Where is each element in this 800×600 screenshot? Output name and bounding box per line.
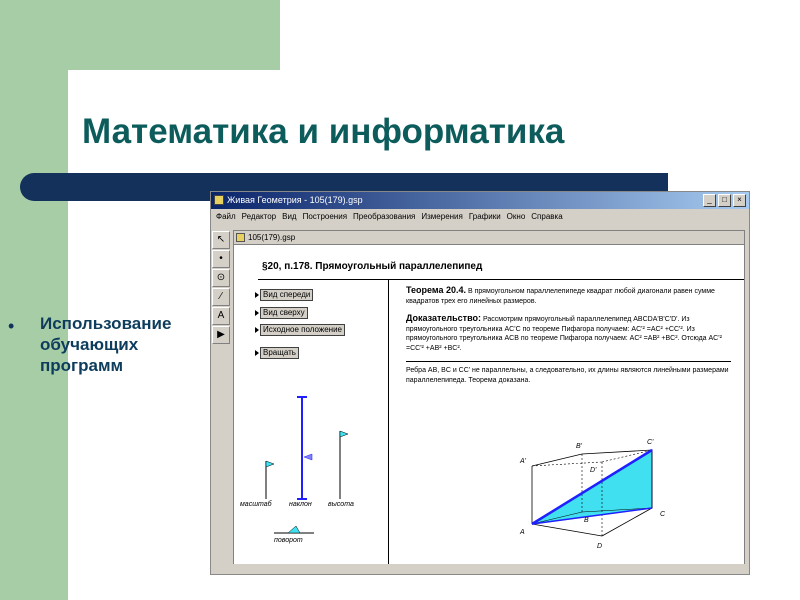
select-arrow-icon[interactable]: ↖ (212, 231, 230, 249)
point-label-d: D (597, 543, 603, 550)
rotate-slider-label: поворот (274, 537, 303, 544)
document-heading: §20, п.178. Прямоугольный параллелепипед (262, 261, 483, 272)
theorem-title: Теорема 20.4. (406, 285, 466, 295)
tilt-label: наклон (289, 501, 312, 508)
point-label-a1: A' (520, 458, 527, 465)
point-label-d1: D' (590, 467, 597, 474)
app-titlebar[interactable] (211, 192, 749, 209)
parallelepiped-figure (504, 416, 694, 566)
height-label: высота (328, 501, 354, 508)
menu-view[interactable]: Вид (282, 212, 297, 221)
menu-transform[interactable]: Преобразования (353, 212, 416, 221)
menu-measure[interactable]: Измерения (421, 212, 463, 221)
green-decor-left (0, 0, 68, 600)
menu-edit[interactable]: Редактор (241, 212, 277, 221)
close-button[interactable]: × (733, 194, 746, 207)
document-window (233, 230, 745, 570)
proof-title: Доказательство: (406, 313, 481, 323)
point-label-b1: B' (576, 443, 583, 450)
tilt-slider-handle[interactable] (304, 454, 312, 460)
menu-construct[interactable]: Построения (302, 212, 348, 221)
height-slider-flag[interactable] (340, 431, 348, 437)
horizontal-scrollbar[interactable] (211, 564, 749, 574)
theorem-block (406, 286, 736, 385)
scale-slider-flag[interactable] (266, 461, 274, 467)
reset-position-label: Исходное положение (263, 325, 342, 334)
toolbox (212, 231, 230, 345)
compass-tool-icon[interactable]: ⊙ (212, 269, 230, 287)
menu-file[interactable]: Файл (216, 212, 236, 221)
front-view-label: Вид спереди (263, 290, 311, 299)
bullet-dot-icon: • (8, 316, 15, 336)
app-window (210, 191, 750, 575)
scale-label: масштаб (240, 501, 272, 508)
menu-window[interactable]: Окно (506, 212, 526, 221)
bullet-text: Использование обучающих программ (40, 314, 172, 375)
app-title: Живая Геометрия - 105(179).gsp (227, 195, 363, 205)
minimize-button[interactable]: _ (703, 194, 716, 207)
proof-text: Рассмотрим прямоугольный параллелепипед ABCDA'B'C'D'. Из прямоугольного треугольника AC'C по теореме Пифагора получаем: AC'² =AC² +CC'². Из прямоугольного треугольника ACB по теореме Пифагора получаем: AC² =AB² +BC². Отсюда AC'² =CC'² +AB² +BC². (406, 316, 722, 352)
line-tool-icon[interactable]: ∕ (212, 288, 230, 306)
menubar (211, 210, 750, 224)
point-label-c1: C' (647, 439, 654, 446)
maximize-button[interactable]: □ (718, 194, 731, 207)
point-label-a: A (520, 529, 525, 536)
rotate-label: Вращать (263, 348, 296, 357)
slider-controls (234, 231, 394, 571)
conclusion-text: Ребра AB, BC и CC' не параллельны, а следовательно, их длины являются линейными размерами параллелепипеда. Теорема доказана. (406, 367, 729, 384)
app-icon (214, 195, 224, 205)
point-label-c: C (660, 511, 666, 518)
point-tool-icon[interactable]: • (212, 250, 230, 268)
top-view-label: Вид сверху (263, 308, 305, 317)
theorem-text: В прямоугольном параллелепипеде квадрат любой диагонали равен сумме квадратов трех его линейных размеров. (406, 288, 715, 305)
menu-graph[interactable]: Графики (468, 212, 501, 221)
slide-title: Математика и информатика (82, 112, 565, 151)
menu-help[interactable]: Справка (531, 212, 563, 221)
custom-tool-icon[interactable]: ▶ (212, 326, 230, 344)
proof-divider (406, 361, 731, 362)
point-label-b: B (584, 517, 589, 524)
rotation-handle[interactable] (288, 526, 300, 533)
text-tool-icon[interactable]: A (212, 307, 230, 325)
document-title: 105(179).gsp (248, 233, 296, 242)
